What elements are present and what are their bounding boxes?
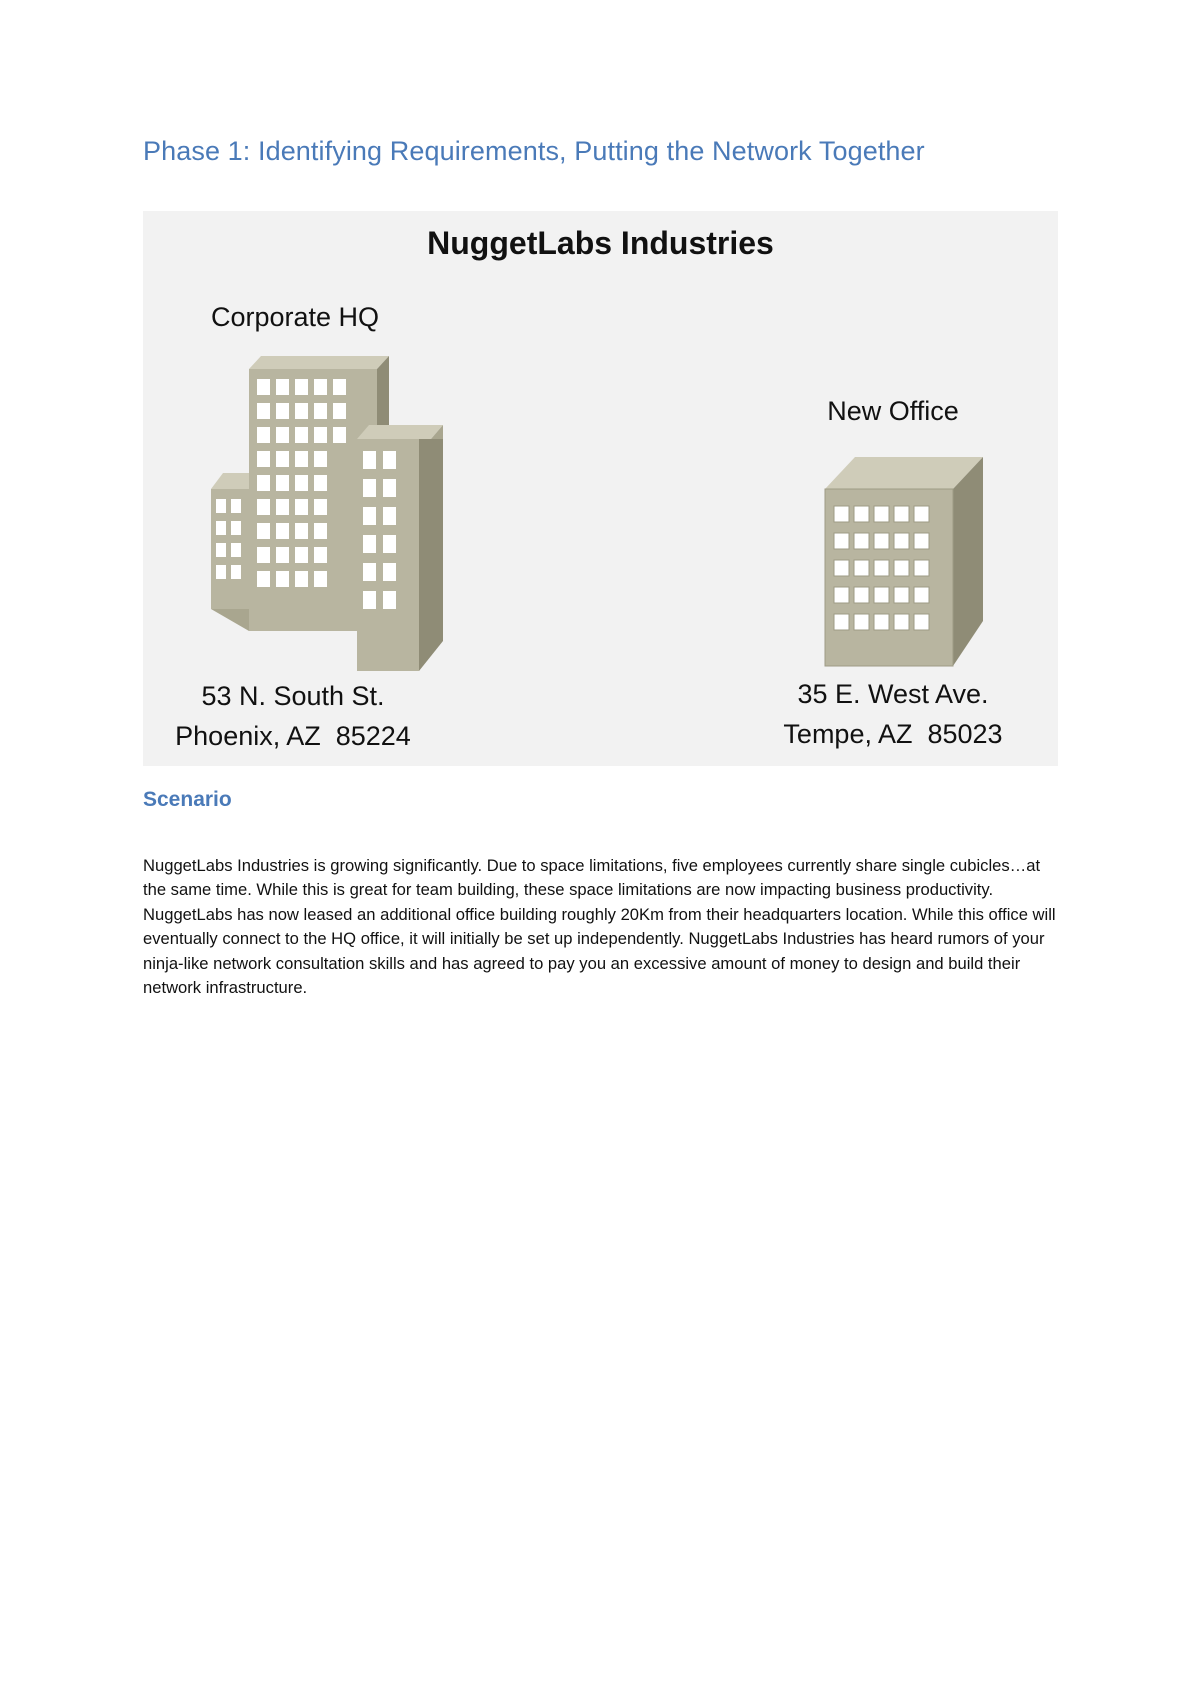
new-office-label: New Office xyxy=(827,396,959,426)
page-title: Phase 1: Identifying Requirements, Putting the Network Together xyxy=(143,136,925,166)
new-office-address-line2: Tempe, AZ 85023 xyxy=(783,719,1003,749)
hq-address-line1: 53 N. South St. xyxy=(201,681,385,711)
hq-label: Corporate HQ xyxy=(210,302,380,332)
office-tower-cluster-icon xyxy=(211,356,443,671)
scenario-heading: Scenario xyxy=(143,788,232,811)
new-office-address xyxy=(743,674,1043,754)
hq-address xyxy=(143,676,443,756)
scenario-paragraph: NuggetLabs Industries is growing significantly. Due to space limitations, five employees currently share single cubicles…at the same time. While this is great for team building, these space limitations are now impacting business productivity. NuggetLabs has now leased an additional office building roughly 20Km from their headquarters location. While this office will eventually connect to the HQ office, it will initially be set up independently. NuggetLabs Industries has heard rumors of your ninja-like network consultation skills and has agreed to pay you an excessive amount of money to design and build their network infrastructure. xyxy=(143,856,1056,998)
hq-address-line2: Phoenix, AZ 85224 xyxy=(175,721,411,751)
new-office-address-line1: 35 E. West Ave. xyxy=(797,679,989,709)
office-building-icon xyxy=(825,457,983,666)
company-name: NuggetLabs Industries xyxy=(427,225,774,261)
network-sites-figure xyxy=(143,211,1058,766)
